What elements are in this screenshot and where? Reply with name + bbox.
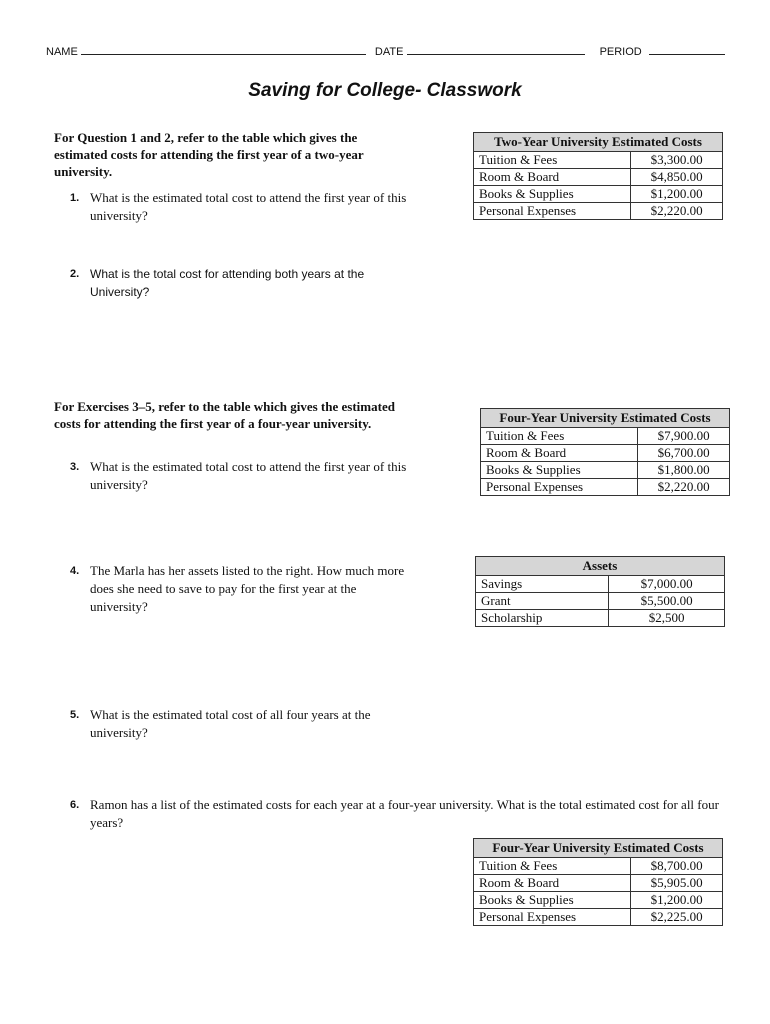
date-label: DATE bbox=[374, 46, 404, 58]
cost-label: Room & Board bbox=[474, 169, 631, 186]
date-field[interactable] bbox=[407, 46, 585, 55]
cost-label: Personal Expenses bbox=[474, 909, 631, 926]
question-text: Ramon has a list of the estimated costs for each year at a four-year university. What is the total estimated cost for all four years? bbox=[90, 797, 719, 830]
question-1 bbox=[70, 189, 410, 225]
table-header: Two-Year University Estimated Costs bbox=[474, 133, 723, 152]
question-number: 5. bbox=[70, 709, 80, 721]
table-row bbox=[474, 892, 723, 909]
question-text: What is the estimated total cost of all four years at the university? bbox=[90, 707, 371, 740]
name-field[interactable] bbox=[81, 46, 366, 55]
question-2 bbox=[70, 265, 390, 301]
cost-value: $5,905.00 bbox=[631, 875, 723, 892]
question-6 bbox=[70, 796, 730, 832]
table-row bbox=[474, 169, 723, 186]
cost-label: Books & Supplies bbox=[474, 186, 631, 203]
cost-label: Tuition & Fees bbox=[481, 428, 638, 445]
asset-value: $7,000.00 bbox=[609, 576, 725, 593]
asset-label: Grant bbox=[476, 593, 609, 610]
question-text: What is the estimated total cost to attend the first year of this university? bbox=[90, 190, 407, 223]
table-header: Assets bbox=[476, 557, 725, 576]
cost-label: Tuition & Fees bbox=[474, 152, 631, 169]
cost-label: Personal Expenses bbox=[474, 203, 631, 220]
table-row bbox=[481, 479, 730, 496]
asset-label: Savings bbox=[476, 576, 609, 593]
cost-value: $1,200.00 bbox=[631, 892, 723, 909]
cost-label: Tuition & Fees bbox=[474, 858, 631, 875]
question-number: 6. bbox=[70, 799, 80, 811]
student-info-header bbox=[46, 46, 736, 58]
table-row bbox=[476, 610, 725, 627]
question-number: 1. bbox=[70, 192, 80, 204]
question-4 bbox=[70, 562, 415, 616]
cost-value: $8,700.00 bbox=[631, 858, 723, 875]
cost-value: $3,300.00 bbox=[631, 152, 723, 169]
table-row bbox=[474, 858, 723, 875]
question-text: The Marla has her assets listed to the right. How much more does she need to save to pay for the first year at the university? bbox=[90, 563, 405, 614]
question-5 bbox=[70, 706, 410, 742]
cost-value: $2,225.00 bbox=[631, 909, 723, 926]
table-row bbox=[481, 462, 730, 479]
name-label: NAME bbox=[46, 46, 78, 58]
page-title: Saving for College- Classwork bbox=[248, 80, 522, 101]
asset-label: Scholarship bbox=[476, 610, 609, 627]
table-row bbox=[476, 576, 725, 593]
table-header: Four-Year University Estimated Costs bbox=[481, 409, 730, 428]
question-number: 3. bbox=[70, 461, 80, 473]
question-text: What is the total cost for attending both years at the University? bbox=[90, 267, 365, 299]
section1-intro: For Question 1 and 2, refer to the table which gives the estimated costs for attending the first year of a two-year university. bbox=[54, 130, 364, 179]
question-number: 2. bbox=[70, 268, 80, 280]
section2-intro: For Exercises 3–5, refer to the table which gives the estimated costs for attending the first year of a four-year university. bbox=[54, 399, 395, 431]
table-row bbox=[474, 203, 723, 220]
cost-value: $2,220.00 bbox=[631, 203, 723, 220]
period-label: PERIOD bbox=[599, 46, 642, 58]
question-number: 4. bbox=[70, 565, 80, 577]
table-row bbox=[481, 445, 730, 462]
four-year-costs-table bbox=[480, 408, 730, 496]
cost-value: $6,700.00 bbox=[638, 445, 730, 462]
table-row bbox=[481, 428, 730, 445]
cost-label: Room & Board bbox=[474, 875, 631, 892]
question-3 bbox=[70, 458, 410, 494]
period-field[interactable] bbox=[649, 46, 725, 55]
assets-table bbox=[475, 556, 725, 627]
cost-value: $4,850.00 bbox=[631, 169, 723, 186]
cost-value: $1,200.00 bbox=[631, 186, 723, 203]
table-row bbox=[476, 593, 725, 610]
cost-value: $7,900.00 bbox=[638, 428, 730, 445]
cost-label: Room & Board bbox=[481, 445, 638, 462]
cost-label: Books & Supplies bbox=[481, 462, 638, 479]
table-row bbox=[474, 909, 723, 926]
table-header: Four-Year University Estimated Costs bbox=[474, 839, 723, 858]
question-text: What is the estimated total cost to attend the first year of this university? bbox=[90, 459, 407, 492]
cost-value: $1,800.00 bbox=[638, 462, 730, 479]
asset-value: $2,500 bbox=[609, 610, 725, 627]
table-row bbox=[474, 875, 723, 892]
cost-label: Books & Supplies bbox=[474, 892, 631, 909]
cost-value: $2,220.00 bbox=[638, 479, 730, 496]
table-row bbox=[474, 152, 723, 169]
two-year-costs-table bbox=[473, 132, 723, 220]
cost-label: Personal Expenses bbox=[481, 479, 638, 496]
asset-value: $5,500.00 bbox=[609, 593, 725, 610]
table-row bbox=[474, 186, 723, 203]
ramon-four-year-costs-table bbox=[473, 838, 723, 926]
